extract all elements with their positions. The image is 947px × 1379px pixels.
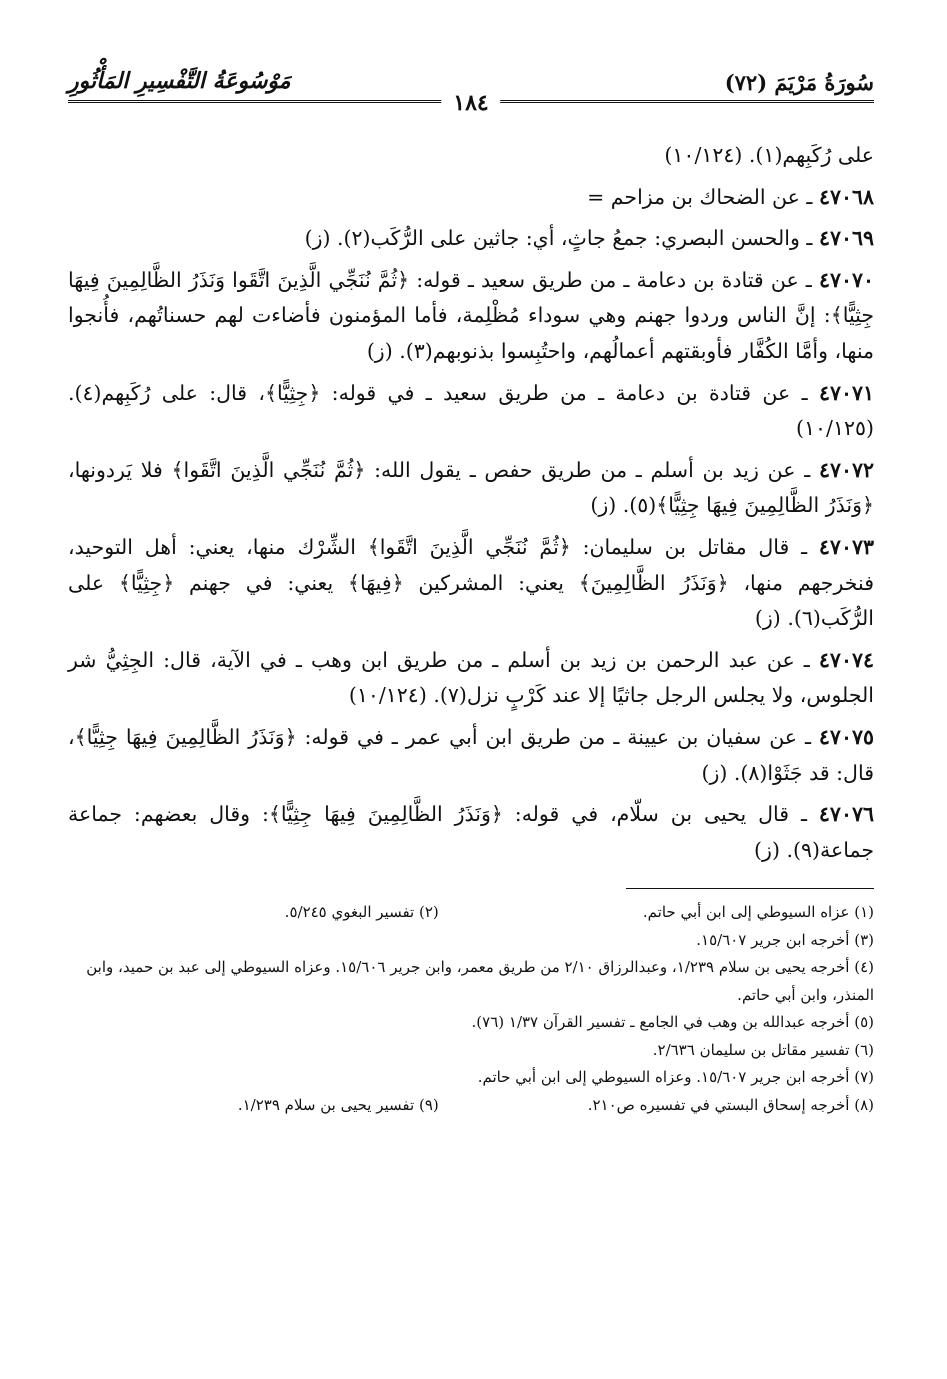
footnote: (٦) تفسير مقاتل بن سليمان ٢/٦٣٦. xyxy=(652,1040,874,1059)
paragraph-text: ـ عن زيد بن أسلم ـ من طريق حفص ـ يقول الله: ﴿ثُمَّ نُنَجِّي الَّذِينَ اتَّقَوا﴾ فلا يَردونها، ﴿وَنَذَرُ الظَّالِمِينَ فِيهَا جِثِيًّا﴾(٥). (ز) xyxy=(68,457,874,518)
book-page xyxy=(68,64,874,1119)
paragraph-text: ـ قال مقاتل بن سليمان: ﴿ثُمَّ نُنَجِّي الَّذِينَ اتَّقَوا﴾ الشِّرْك منها، يعني: أهل التوحيد، فنخرجهم منها، ﴿وَنَذَرُ الظَّالِمِينَ﴾ يعني: المشركين ﴿فِيهَا﴾ يعني: في جهنم ﴿جِثِيًّا﴾ على الرُّكَب(٦). (ز) xyxy=(68,534,874,631)
paragraph xyxy=(68,221,874,257)
footnote-divider xyxy=(626,888,874,889)
paragraph-text: ـ والحسن البصري: جمعُ جاثٍ، أي: جاثين على الرُّكَب(٢). (ز) xyxy=(304,226,813,251)
paragraph xyxy=(68,453,874,524)
page-number: ١٨٤ xyxy=(441,90,500,116)
paragraph xyxy=(68,180,874,216)
footnote: (٣) أخرجه ابن جرير ١٥/٦٠٧. xyxy=(696,930,874,949)
footnote: (٧) أخرجه ابن جرير ١٥/٦٠٧. وعزاه السيوطي إلى ابن أبي حاتم. xyxy=(477,1068,874,1087)
paragraph xyxy=(68,263,874,370)
paragraph-text: ـ قال يحيى بن سلّام، في قوله: ﴿وَنَذَرُ الظَّالِمِينَ فِيهَا جِثِيًّا﴾: وقال بعضهم: جماعة جماعة(٩). (ز) xyxy=(68,802,874,862)
paragraph xyxy=(68,138,874,174)
paragraph-text: ـ عن سفيان بن عيينة ـ من طريق ابن أبي عمر ـ في قوله: ﴿وَنَذَرُ الظَّالِمِينَ فِيهَا جِثِيًّا﴾، قال: قد جَثَوْا(٨). (ز) xyxy=(68,724,874,785)
paragraph xyxy=(68,376,874,447)
footnote: (٤) أخرجه يحيى بن سلام ١/٢٣٩، وعبدالرزاق ٢/١٠ من طريق معمر، وابن جرير ١٥/٦٠٦. وعزاه السيوطي إلى عبد بن حميد، وابن المنذر، وابن أبي حاتم. xyxy=(86,958,874,1004)
book-title: مَوْسُوعَةُ التَّفْسِيرِ المَأْثُورِ xyxy=(68,68,291,94)
surah-title: سُورَةُ مَرْيَمَ (٧٢) xyxy=(724,70,874,95)
paragraph-text: على رُكَبِهم(١). (١٠/١٢٤) xyxy=(664,143,874,167)
paragraph-text: ـ عن الضحاك بن مزاحم = xyxy=(587,184,813,209)
paragraph-text: ـ عن عبد الرحمن بن زيد بن أسلم ـ من طريق ابن وهب ـ في الآية، قال: الجِثِيُّ شر الجلوس، ولا يجلس الرجل جاثيًا إلا عند كَرْبٍ نزل(٧). (١٠/١٢٤) xyxy=(68,647,874,708)
hadith-number: ٤٧٠٧٥ xyxy=(818,724,874,749)
hadith-number: ٤٧٠٦٩ xyxy=(818,226,874,251)
hadith-number: ٤٧٠٧٠ xyxy=(818,267,874,292)
footnote: (١) عزاه السيوطي إلى ابن أبي حاتم. xyxy=(642,903,874,922)
page-header xyxy=(68,64,874,122)
main-text xyxy=(68,138,874,868)
paragraph xyxy=(68,530,874,637)
paragraph-text: ـ عن قتادة بن دعامة ـ من طريق سعيد ـ في قوله: ﴿جِثِيًّا﴾، قال: على رُكَبِهم(٤). (١٠/١٢٥) xyxy=(68,380,874,441)
footnote: (٩) تفسير يحيى بن سلام ١/٢٣٩. xyxy=(237,1095,439,1114)
hadith-number: ٤٧٠٧٢ xyxy=(818,457,874,482)
hadith-number: ٤٧٠٧٦ xyxy=(818,802,874,827)
paragraph xyxy=(68,643,874,714)
footnote: (٢) تفسير البغوي ٥/٢٤٥. xyxy=(284,903,439,922)
hadith-number: ٤٧٠٧٣ xyxy=(818,534,874,559)
footnotes xyxy=(68,899,874,1119)
footnote: (٨) أخرجه إسحاق البستي في تفسيره ص٢١٠. xyxy=(587,1095,874,1114)
footnote-row xyxy=(68,899,874,927)
hadith-number: ٤٧٠٦٨ xyxy=(818,184,874,209)
hadith-number: ٤٧٠٧٤ xyxy=(818,647,874,672)
footnote-row xyxy=(68,1092,874,1120)
paragraph-text: ـ عن قتادة بن دعامة ـ من طريق سعيد ـ قوله: ﴿ثُمَّ نُنَجِّي الَّذِينَ اتَّقَوا وَنَذَرُ الظَّالِمِينَ فِيهَا جِثِيًّا﴾: إنَّ الناس وردوا جهنم وهي سوداء مُظْلِمة، فأما المؤمنون فأضاءت لهم حسناتُهم، فأُنجوا منها، وأمَّا الكُفَّار فأوبقتهم أعمالُهم، واحتُبِسوا بذنوبهم(٣). (ز) xyxy=(68,267,874,363)
paragraph xyxy=(68,720,874,791)
hadith-number: ٤٧٠٧١ xyxy=(818,380,874,405)
paragraph xyxy=(68,797,874,868)
footnote: (٥) أخرجه عبدالله بن وهب في الجامع ـ تفسير القرآن ١/٣٧ (٧٦). xyxy=(471,1013,874,1032)
